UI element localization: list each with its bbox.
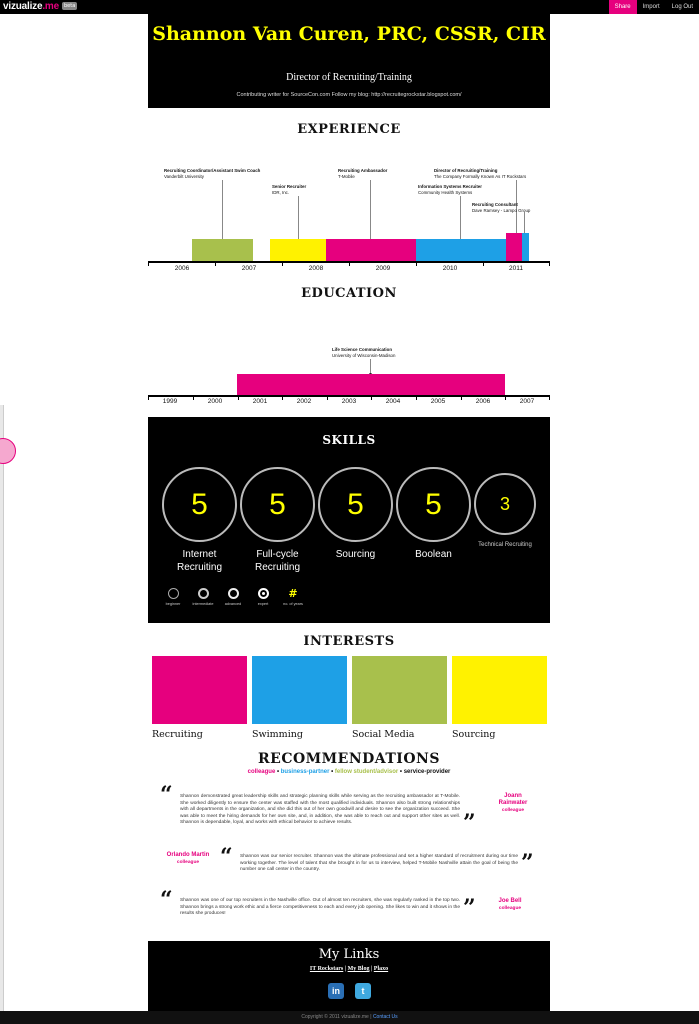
interest-label: Swimming (252, 729, 303, 740)
year-label: 2002 (296, 398, 312, 405)
interest-tile[interactable] (252, 656, 347, 724)
legend-beginner: beginner (158, 588, 188, 606)
year-label: 2011 (509, 265, 523, 272)
legend-advanced: advanced (218, 588, 248, 606)
education-label: Life Science Communication University of Wisconsin-Madison (332, 347, 396, 358)
interest-label: Social Media (352, 729, 415, 740)
education-title: EDUCATION (301, 286, 397, 301)
job-label: Recruiting Consultant Dave Ramsey - Lampo Group (472, 202, 531, 213)
link-plaxo[interactable]: Plaxo (373, 966, 389, 972)
share-link[interactable]: Share (609, 0, 637, 14)
close-quote-icon: ” (463, 895, 476, 921)
year-label: 2001 (252, 398, 268, 405)
category-business-partner[interactable]: business-partner (280, 769, 330, 775)
year-label: 2004 (385, 398, 401, 405)
recommender[interactable]: Orlando Martin colleague (166, 852, 210, 865)
skill-item[interactable] (162, 467, 237, 574)
job-bar[interactable] (506, 233, 522, 261)
recommendation-text: Shannon was one of our top recruiters in the Nashville office. Out of almost ten recruiters, she was regularly ranked in the top two. Shannon brings a strong work ethic and a fierce competitiveness to each and every job opening. She likes to win and it shows in the results she produces! (180, 898, 460, 917)
profile-title: Director of Recruiting/Training (286, 72, 412, 83)
twitter-icon[interactable]: t (355, 983, 371, 999)
job-bar[interactable] (270, 239, 326, 261)
close-quote-icon: ” (463, 810, 476, 836)
category-colleague[interactable]: colleague (247, 769, 276, 775)
logout-link[interactable]: Log Out (671, 4, 693, 10)
year-label: 2006 (475, 398, 491, 405)
job-label: Recruiting Coordinator/Assistant Swim Coach Vanderbilt University (164, 168, 261, 179)
job-bar[interactable] (192, 239, 253, 261)
copyright: Copyright © 2011 vizualize.me (301, 1014, 369, 1020)
links-row: IT Rockstars | My Blog | Plaxo (309, 966, 389, 972)
import-link[interactable]: Import (642, 4, 660, 10)
link-my-blog[interactable]: My Blog (347, 966, 370, 972)
year-label: 2006 (174, 265, 190, 272)
skill-item[interactable] (318, 467, 393, 561)
interests-title: INTERESTS (303, 634, 395, 649)
skill-name: Boolean (415, 549, 452, 560)
skill-level-ring: 5 (240, 467, 315, 542)
experience-title: EXPERIENCE (297, 122, 401, 137)
recommendation-text: Shannon demonstrated great leadership skills and strategic planning skills while serving as the recruiting ambassador at T-Mobile. She worked diligently to ensure the center was staffed with the most qualified individuals. Shannon also built strong relationships with all departments in the organization, and she did this out of her own goodwill and desire to see the organization succeed. She was able to meet the hiring demands for her own site, and, in addition, she was able to reach out and support other sites as well. Shannon is dependable, loyal, and works with ethical behavior to achieve results. (180, 794, 460, 826)
education-bar[interactable] (237, 374, 505, 395)
category-fellow-student[interactable]: fellow student/advisor (334, 769, 399, 775)
year-label: 2003 (341, 398, 357, 405)
skill-name: Technical Recruiting (478, 542, 532, 548)
skill-item[interactable] (240, 467, 315, 574)
job-label: Information Systems Recruiter Community Health Systems (418, 184, 482, 195)
recommendation-categories: colleague • business-partner • fellow student/advisor • service-provider (247, 769, 451, 775)
recommender[interactable]: Joann Rainwater colleague (498, 793, 528, 813)
links-panel (148, 941, 550, 1011)
expert-icon (258, 588, 269, 599)
interest-tile[interactable] (152, 656, 247, 724)
top-nav (609, 0, 699, 14)
linkedin-icon[interactable]: in (328, 983, 344, 999)
skill-name: Internet Recruiting (176, 549, 223, 573)
contact-us-link[interactable]: Contact Us (372, 1014, 398, 1020)
skill-level-ring: 3 (474, 473, 536, 535)
year-label: 2007 (519, 398, 535, 405)
skill-level-ring: 5 (396, 467, 471, 542)
year-label: 2005 (430, 398, 446, 405)
open-quote-icon: “ (160, 887, 173, 913)
interest-tile[interactable] (452, 656, 547, 724)
open-quote-icon: “ (220, 844, 233, 870)
skills-panel (148, 417, 550, 623)
year-label: 2007 (241, 265, 257, 272)
hash-icon: # (288, 587, 298, 600)
legend-expert: expert (248, 588, 278, 606)
job-label: Director of Recruiting/Training The Company Formally Known As IT Rockstars (434, 168, 527, 179)
recommender[interactable]: Joe Bell colleague (498, 898, 522, 911)
profile-tagline: Contributing writer for SourceCon.com Follow my blog: http://recruitegrockstar.blogspot.com/ (236, 92, 462, 98)
experience-timeline (148, 160, 550, 278)
year-label: 2008 (308, 265, 324, 272)
recommendation-text: Shannon was our senior recruiter. Shannon was the ultimate professional and set a higher standard of recruitment during our time working together. The level of talent that she brought in for us to interview, helped T-Mobile Nashville attain the goal of being the number one call center in the country. (240, 854, 518, 873)
interest-label: Recruiting (152, 729, 203, 740)
footer: Copyright © 2011 vizualize.me | Contact Us (0, 1011, 699, 1024)
job-label: Recruiting Ambassador T-Mobile (338, 168, 388, 179)
job-bar[interactable] (326, 239, 416, 261)
job-label: Senior Recruiter IDR, Inc. (272, 184, 307, 195)
logo[interactable]: vizualize.me (3, 1, 59, 12)
open-quote-icon: “ (160, 782, 173, 808)
top-bar (0, 0, 699, 14)
skill-name: Sourcing (335, 549, 376, 560)
category-service-provider[interactable]: service-provider (403, 769, 451, 775)
year-label: 2009 (375, 265, 391, 272)
interest-label: Sourcing (452, 729, 496, 740)
advanced-icon (228, 588, 239, 599)
skill-item[interactable] (396, 467, 471, 561)
beta-badge: beta (64, 3, 76, 9)
link-it-rockstars[interactable]: IT Rockstars (309, 966, 344, 972)
skill-item[interactable] (474, 473, 536, 549)
profile-name: Shannon Van Curen, PRC, CSSR, CIR (152, 23, 546, 45)
skill-level-ring: 5 (162, 467, 237, 542)
feedback-tab[interactable] (0, 438, 16, 464)
recommendations-title: RECOMMENDATIONS (258, 751, 440, 767)
intermediate-icon (198, 588, 209, 599)
legend-years: # no. of years (278, 588, 308, 606)
interest-tile[interactable] (352, 656, 447, 724)
education-timeline (148, 345, 550, 409)
beginner-icon (168, 588, 179, 599)
links-title: My Links (318, 947, 380, 962)
year-label: 1999 (162, 398, 178, 405)
left-scroll-rail (0, 405, 4, 1024)
legend-intermediate: intermediate (188, 588, 218, 606)
skill-name: Full-cycle Recruiting (254, 549, 301, 573)
close-quote-icon: ” (521, 850, 534, 876)
year-label: 2000 (207, 398, 223, 405)
job-bar[interactable] (416, 239, 506, 261)
year-label: 2010 (442, 265, 458, 272)
skills-title: SKILLS (322, 433, 376, 447)
job-bar[interactable] (522, 233, 529, 261)
skill-level-ring: 5 (318, 467, 393, 542)
timeline-axis (148, 395, 550, 397)
profile-header (148, 14, 550, 108)
